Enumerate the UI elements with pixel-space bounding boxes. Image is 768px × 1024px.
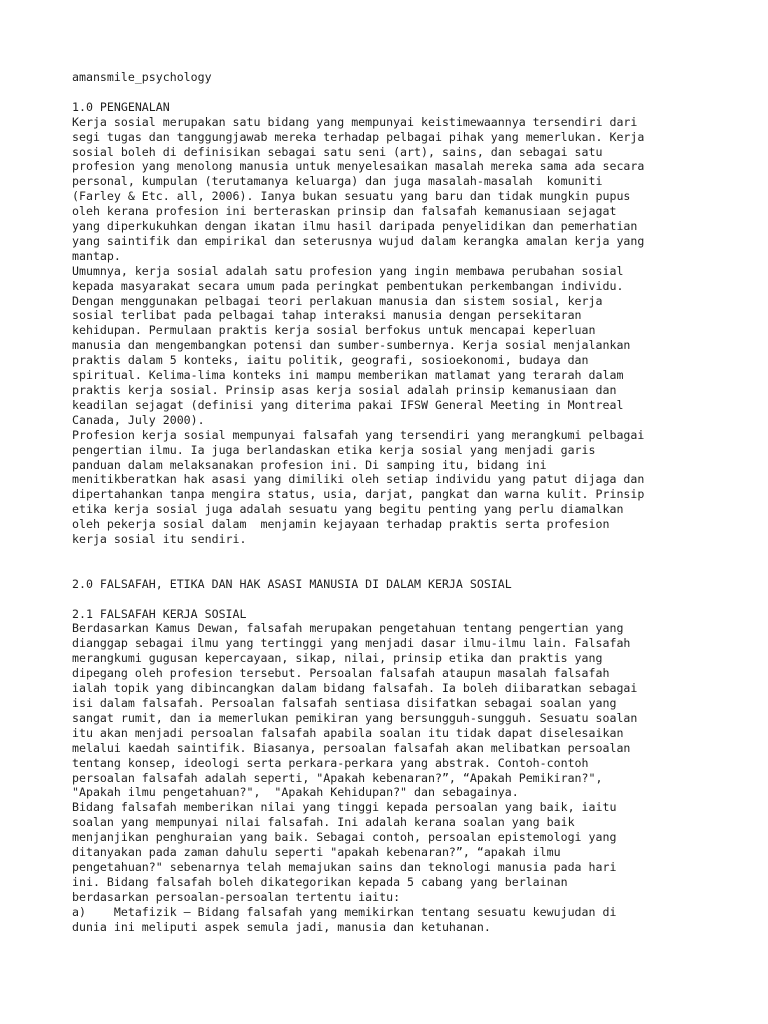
- text-line: kehidupan. Permulaan praktis kerja sosial berfokus untuk mencapai keperluan: [72, 323, 596, 338]
- section-heading: 1.0 PENGENALAN: [72, 99, 170, 114]
- text-line: spiritual. Kelima-lima konteks ini mampu memberikan matlamat yang terarah dalam: [72, 368, 624, 383]
- text-line: menitikberatkan hak asasi yang dimiliki oleh setiap individu yang patut dijaga dan: [72, 472, 645, 487]
- spacer: [72, 592, 712, 607]
- paragraph: [72, 264, 712, 428]
- text-line: dunia ini meliputi aspek semula jadi, manusia dan ketuhanan.: [72, 919, 491, 934]
- text-line: oleh pekerja sosial dalam menjamin kejayaan terhadap praktis serta profesion: [72, 517, 610, 532]
- document-page: [72, 70, 712, 935]
- text-line: berdasarkan persoalan-persoalan tertentu iaitu:: [72, 889, 401, 904]
- text-line: melalui kaedah saintifik. Biasanya, persoalan falsafah akan melibatkan persoalan: [72, 740, 631, 755]
- text-line: pengetahuan?" sebenarnya telah memajukan sains dan teknologi manusia pada hari: [72, 859, 617, 874]
- text-line: kepada masyarakat secara umum pada peringkat pembentukan perkembangan individu.: [72, 278, 624, 293]
- paragraph: [72, 621, 712, 800]
- text-line: "Apakah ilmu pengetahuan?", "Apakah Kehidupan?" dan sebagainya.: [72, 785, 519, 800]
- text-line: Canada, July 2000).: [72, 412, 205, 427]
- text-line: praktis kerja sosial. Prinsip asas kerja sosial adalah prinsip kemanusiaan dan: [72, 383, 617, 398]
- text-line: kerja sosial itu sendiri.: [72, 532, 247, 547]
- spacer: [72, 85, 712, 100]
- text-line: yang diperkukuhkan dengan ikatan ilmu hasil daripada penyelidikan dan pemerhatian: [72, 219, 638, 234]
- text-line: profesion yang menolong manusia untuk menyelesaikan masalah mereka sama ada secara: [72, 159, 645, 174]
- text-line: sangat rumit, dan ia memerlukan pemikiran yang bersungguh-sungguh. Sesuatu soalan: [72, 710, 638, 725]
- text-line: tentang konsep, ideologi serta perkara-perkara yang abstrak. Contoh-contoh: [72, 755, 589, 770]
- paragraph: [72, 428, 712, 547]
- text-line: ditanyakan pada zaman dahulu seperti "apakah kebenaran?”, “apakah ilmu: [72, 845, 561, 860]
- spacer: [72, 562, 712, 577]
- text-line: menjanjikan penghuraian yang baik. Sebagai contoh, persoalan epistemologi yang: [72, 830, 617, 845]
- text-line: panduan dalam melaksanakan profesion ini. Di samping itu, bidang ini: [72, 457, 547, 472]
- text-line: Dengan menggunakan pelbagai teori perlakuan manusia dan sistem sosial, kerja: [72, 293, 603, 308]
- section-heading: 2.0 FALSAFAH, ETIKA DAN HAK ASASI MANUSIA DI DALAM KERJA SOSIAL: [72, 576, 512, 591]
- subsection-heading: 2.1 FALSAFAH KERJA SOSIAL: [72, 606, 247, 621]
- text-line: oleh kerana profesion ini berteraskan prinsip dan falsafah kemanusiaan sejagat: [72, 204, 617, 219]
- text-line: Kerja sosial merupakan satu bidang yang mempunyai keistimewaannya tersendiri dari: [72, 114, 638, 129]
- list-item-a: [72, 905, 712, 935]
- text-line: Profesion kerja sosial mempunyai falsafah yang tersendiri yang merangkumi pelbagai: [72, 427, 645, 442]
- text-line: dianggap sebagai ilmu yang tertinggi yang menjadi dasar ilmu-ilmu lain. Falsafah: [72, 636, 631, 651]
- text-line: a) Metafizik – Bidang falsafah yang memikirkan tentang sesuatu kewujudan di: [72, 904, 617, 919]
- text-line: keadilan sejagat (definisi yang diterima pakai IFSW General Meeting in Montreal: [72, 397, 624, 412]
- text-line: etika kerja sosial juga adalah sesuatu yang begitu penting yang perlu diamalkan: [72, 502, 624, 517]
- text-line: isi dalam falsafah. Persoalan falsafah sentiasa disifatkan sebagai soalan yang: [72, 696, 617, 710]
- text-line: itu akan menjadi persoalan falsafah apabila soalan itu tidak dapat diselesaikan: [72, 725, 624, 740]
- text-line: pengertian ilmu. Ia juga berlandaskan etika kerja sosial yang menjadi garis: [72, 442, 596, 457]
- text-line: ialah topik yang dibincangkan dalam bidang falsafah. Ia boleh diibaratkan sebagai: [72, 681, 638, 696]
- text-line: personal, kumpulan (terutamanya keluarga) dan juga masalah-masalah komuniti: [72, 174, 603, 189]
- text-line: manusia dan mengembangkan potensi dan sumber-sumbernya. Kerja sosial menjalankan: [72, 338, 631, 353]
- text-line: sosial terlibat pada pelbagai tahap interaksi manusia dengan persekitaran: [72, 308, 582, 323]
- spacer: [72, 547, 712, 562]
- paragraph: [72, 800, 712, 904]
- text-line: dipegang oleh profesion tersebut. Persoalan falsafah ataupun masalah falsafah: [72, 666, 610, 681]
- text-line: Umumnya, kerja sosial adalah satu profesion yang ingin membawa perubahan sosial: [72, 263, 624, 278]
- text-line: soalan yang mempunyai nilai falsafah. Ini adalah kerana soalan yang baik: [72, 815, 575, 830]
- text-line: segi tugas dan tanggungjawab mereka terhadap pelbagai pihak yang memerlukan. Kerja: [72, 129, 645, 144]
- text-line: dipertahankan tanpa mengira status, usia, darjat, pangkat dan warna kulit. Prinsip: [72, 487, 645, 502]
- text-line: ini. Bidang falsafah boleh dikategorikan kepada 5 cabang yang berlainan: [72, 874, 568, 889]
- text-line: sosial boleh di definisikan sebagai satu seni (art), sains, dan sebagai satu: [72, 144, 603, 159]
- text-line: Bidang falsafah memberikan nilai yang tinggi kepada persoalan yang baik, iaitu: [72, 800, 617, 815]
- text-line: (Farley & Etc. all, 2006). Ianya bukan sesuatu yang baru dan tidak mungkin pupus: [72, 189, 631, 204]
- text-line: mantap.: [72, 248, 121, 263]
- text-line: persoalan falsafah adalah seperti, "Apakah kebenaran?”, “Apakah Pemikiran?",: [72, 770, 603, 785]
- author-line: amansmile_psychology: [72, 70, 212, 84]
- text-line: praktis dalam 5 konteks, iaitu politik, geografi, sosioekonomi, budaya dan: [72, 353, 589, 368]
- text-line: yang saintifik dan empirikal dan seterusnya wujud dalam kerangka amalan kerja yang: [72, 233, 645, 248]
- text-line: merangkumi gugusan kepercayaan, sikap, nilai, prinsip etika dan praktis yang: [72, 651, 603, 666]
- text-line: Berdasarkan Kamus Dewan, falsafah merupakan pengetahuan tentang pengertian yang: [72, 621, 624, 636]
- paragraph: [72, 115, 712, 264]
